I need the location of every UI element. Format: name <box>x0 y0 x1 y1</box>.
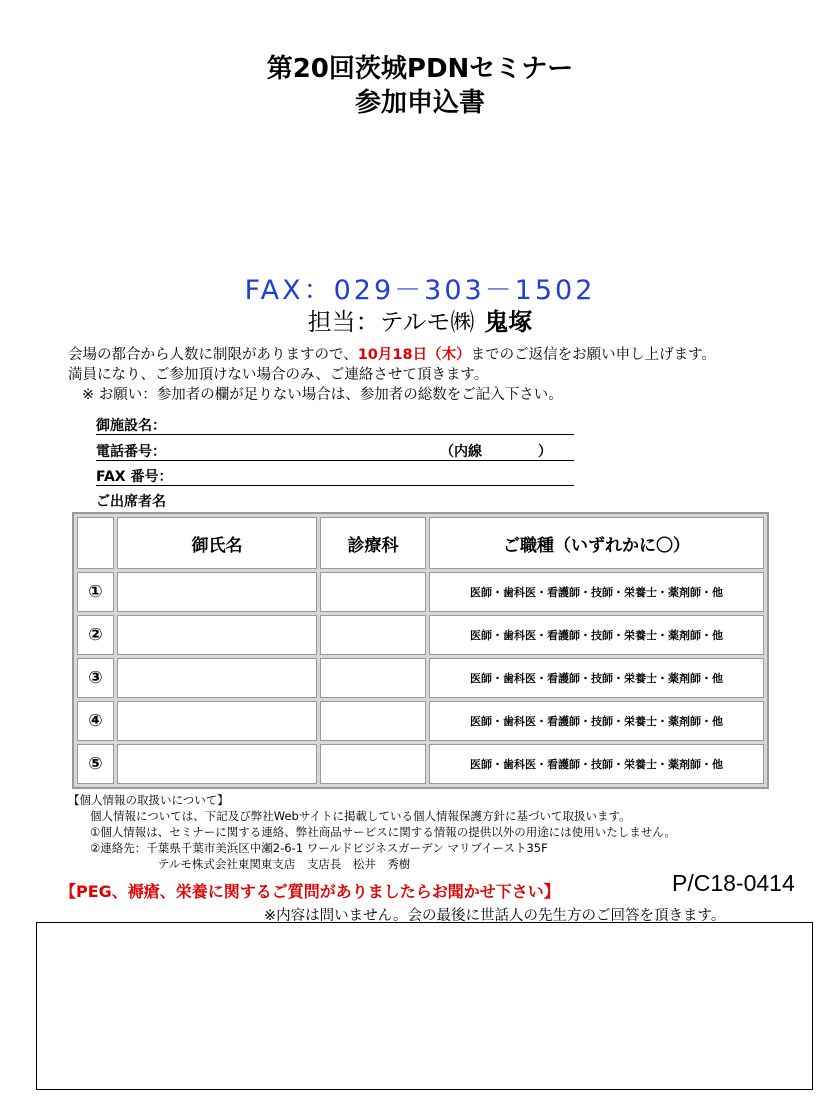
notice-line-1 <box>68 347 716 364</box>
row-number: ⑤ <box>77 744 114 784</box>
department-cell[interactable] <box>320 658 426 698</box>
contact-label: 担当：テルモ㈱ <box>307 308 475 336</box>
header-department: 診療科 <box>320 517 426 569</box>
department-cell[interactable] <box>320 572 426 612</box>
table-row <box>77 615 764 655</box>
department-cell[interactable] <box>320 701 426 741</box>
contact-name: 鬼塚 <box>484 308 533 336</box>
row-number: ③ <box>77 658 114 698</box>
extension-label: （内線 ） <box>440 444 552 460</box>
form-title: 第20回茨城PDNセミナー <box>266 54 574 84</box>
notice-line-2: 満員になり、ご参加頂けない場合のみ、ご連絡させて頂きます。 <box>68 367 489 383</box>
question-heading: 【PEG、褥瘡、栄養に関するご質問がありましたらお聞かせ下さい】 <box>60 882 560 901</box>
privacy-heading: 【個人情報の取扱いについて】 <box>68 793 229 807</box>
table-row <box>77 572 764 612</box>
attendees-label: ご出席者名 <box>96 494 166 510</box>
name-cell[interactable] <box>117 572 317 612</box>
occupation-cell[interactable]: 医師・歯科医・看護師・技師・栄養士・薬剤師・他 <box>429 572 764 612</box>
name-cell[interactable] <box>117 615 317 655</box>
department-cell[interactable] <box>320 615 426 655</box>
phone-field[interactable] <box>96 441 574 461</box>
phone-label: 電話番号： <box>96 444 166 460</box>
table-row <box>77 701 764 741</box>
occupation-cell[interactable]: 医師・歯科医・看護師・技師・栄養士・薬剤師・他 <box>429 744 764 784</box>
facility-field[interactable] <box>96 415 574 435</box>
privacy-line-2: ①個人情報は、セミナーに関する連絡、弊社商品サービスに関する情報の提供以外の用途には使用いたしません。 <box>90 825 676 839</box>
contact-line <box>0 302 840 337</box>
fax-number: FAX：029－303－1502 <box>244 275 596 306</box>
header-occupation: ご職種（いずれかに〇） <box>429 517 764 569</box>
privacy-line-4: テルモ株式会社東関東支店 支店長 松井 秀樹 <box>158 857 411 871</box>
privacy-line-3: ②連絡先：千葉県千葉市美浜区中瀬2-6-1 ワールドビジネスガーデン マリブイースト35F <box>90 841 548 855</box>
question-note: ※内容は問いません。会の最後に世話人の先生方のご回答を頂きます。 <box>264 908 726 924</box>
row-number: ② <box>77 615 114 655</box>
document-code: P/C18-0414 <box>672 870 795 896</box>
name-cell[interactable] <box>117 744 317 784</box>
fax-label: FAX 番号： <box>96 469 173 485</box>
form-subtitle: 参加申込書 <box>354 88 485 118</box>
table-header-row <box>77 517 764 569</box>
row-number: ① <box>77 572 114 612</box>
table-row <box>77 658 764 698</box>
question-answer-box[interactable] <box>36 922 813 1090</box>
fax-field[interactable] <box>96 466 574 486</box>
privacy-line-1: 個人情報については、下記及び弊社Webサイトに掲載している個人情報保護方針に基づいて取扱います。 <box>90 809 631 823</box>
occupation-cell[interactable]: 医師・歯科医・看護師・技師・栄養士・薬剤師・他 <box>429 701 764 741</box>
notice-line-3: ※ お願い：参加者の欄が足りない場合は、参加者の総数をご記入下さい。 <box>82 387 563 403</box>
name-cell[interactable] <box>117 658 317 698</box>
header-name: 御氏名 <box>117 517 317 569</box>
deadline-date: 10月18日（木） <box>357 347 471 363</box>
name-cell[interactable] <box>117 701 317 741</box>
notice-text-a: 会場の都合から人数に制限がありますので、 <box>68 347 358 363</box>
attendee-table <box>72 512 769 789</box>
occupation-cell[interactable]: 医師・歯科医・看護師・技師・栄養士・薬剤師・他 <box>429 615 764 655</box>
header-number <box>77 517 114 569</box>
row-number: ④ <box>77 701 114 741</box>
notice-text-b: までのご返信をお願い申し上げます。 <box>470 347 716 363</box>
table-row <box>77 744 764 784</box>
occupation-cell[interactable]: 医師・歯科医・看護師・技師・栄養士・薬剤師・他 <box>429 658 764 698</box>
facility-label: 御施設名： <box>96 418 166 434</box>
department-cell[interactable] <box>320 744 426 784</box>
